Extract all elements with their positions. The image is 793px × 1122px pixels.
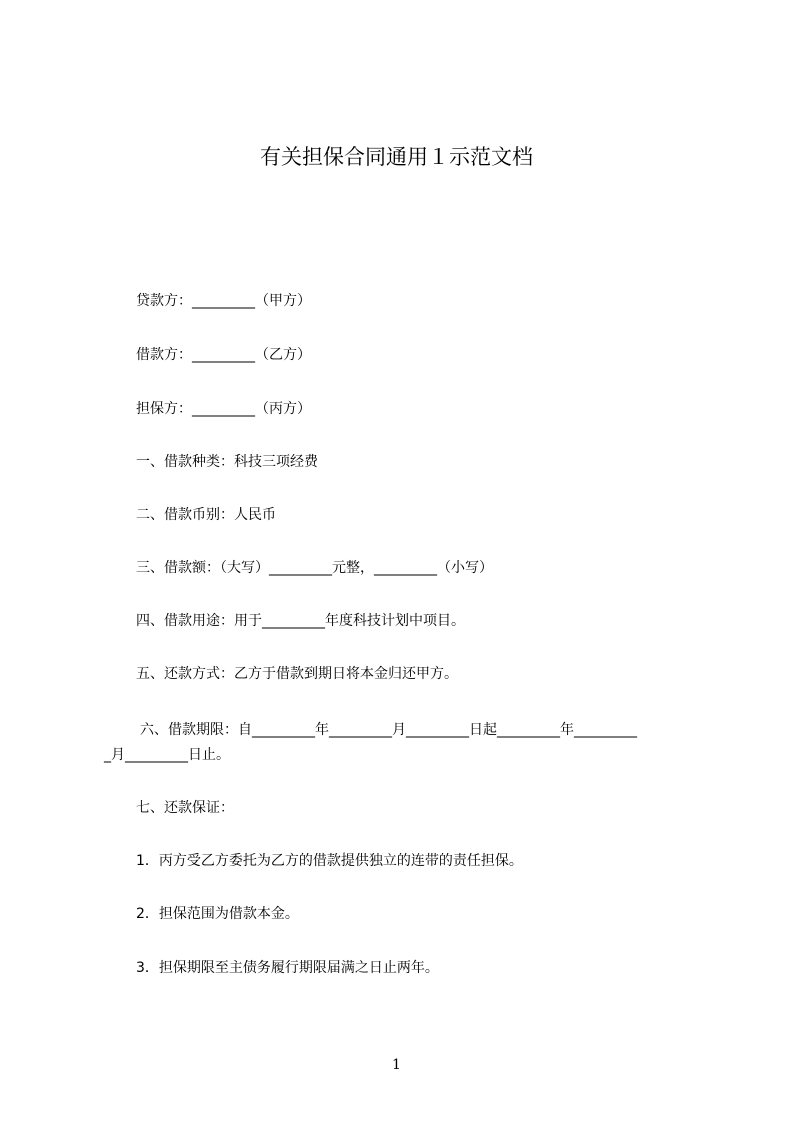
clause-purpose: 四、借款用途：用于_________年度科技计划中项目。 (136, 613, 465, 629)
clause-term-line2: _月_________日止。 (104, 747, 230, 763)
guarantee-item: 1．丙方受乙方委托为乙方的借款提供独立的连带的责任担保。 (136, 853, 523, 869)
guarantee-item: 3．担保期限至主债务履行期限届满之日止两年。 (136, 960, 439, 976)
guarantee-item: 2．担保范围为借款本金。 (136, 906, 299, 922)
clause-loan-type: 一、借款种类：科技三项经费 (136, 454, 318, 470)
clause-repayment: 五、还款方式：乙方于借款到期日将本金归还甲方。 (136, 666, 458, 682)
clause-amount: 三、借款额：（大写）_________元整，_________（小写） (136, 560, 493, 576)
clause-term-line1: 六、借款期限：自_________年_________月_________日起_________年_________ (140, 722, 637, 738)
page-number: 1 (392, 1057, 401, 1073)
document-title: 有关担保合同通用１示范文档 (260, 145, 533, 169)
party-lender: 贷款方：_________（甲方） (136, 293, 311, 309)
party-guarantor: 担保方：_________（丙方） (136, 401, 311, 417)
party-borrower: 借款方：_________（乙方） (136, 347, 311, 363)
clause-currency: 二、借款币别：人民币 (136, 507, 276, 523)
guarantee-heading: 七、还款保证： (136, 800, 234, 816)
